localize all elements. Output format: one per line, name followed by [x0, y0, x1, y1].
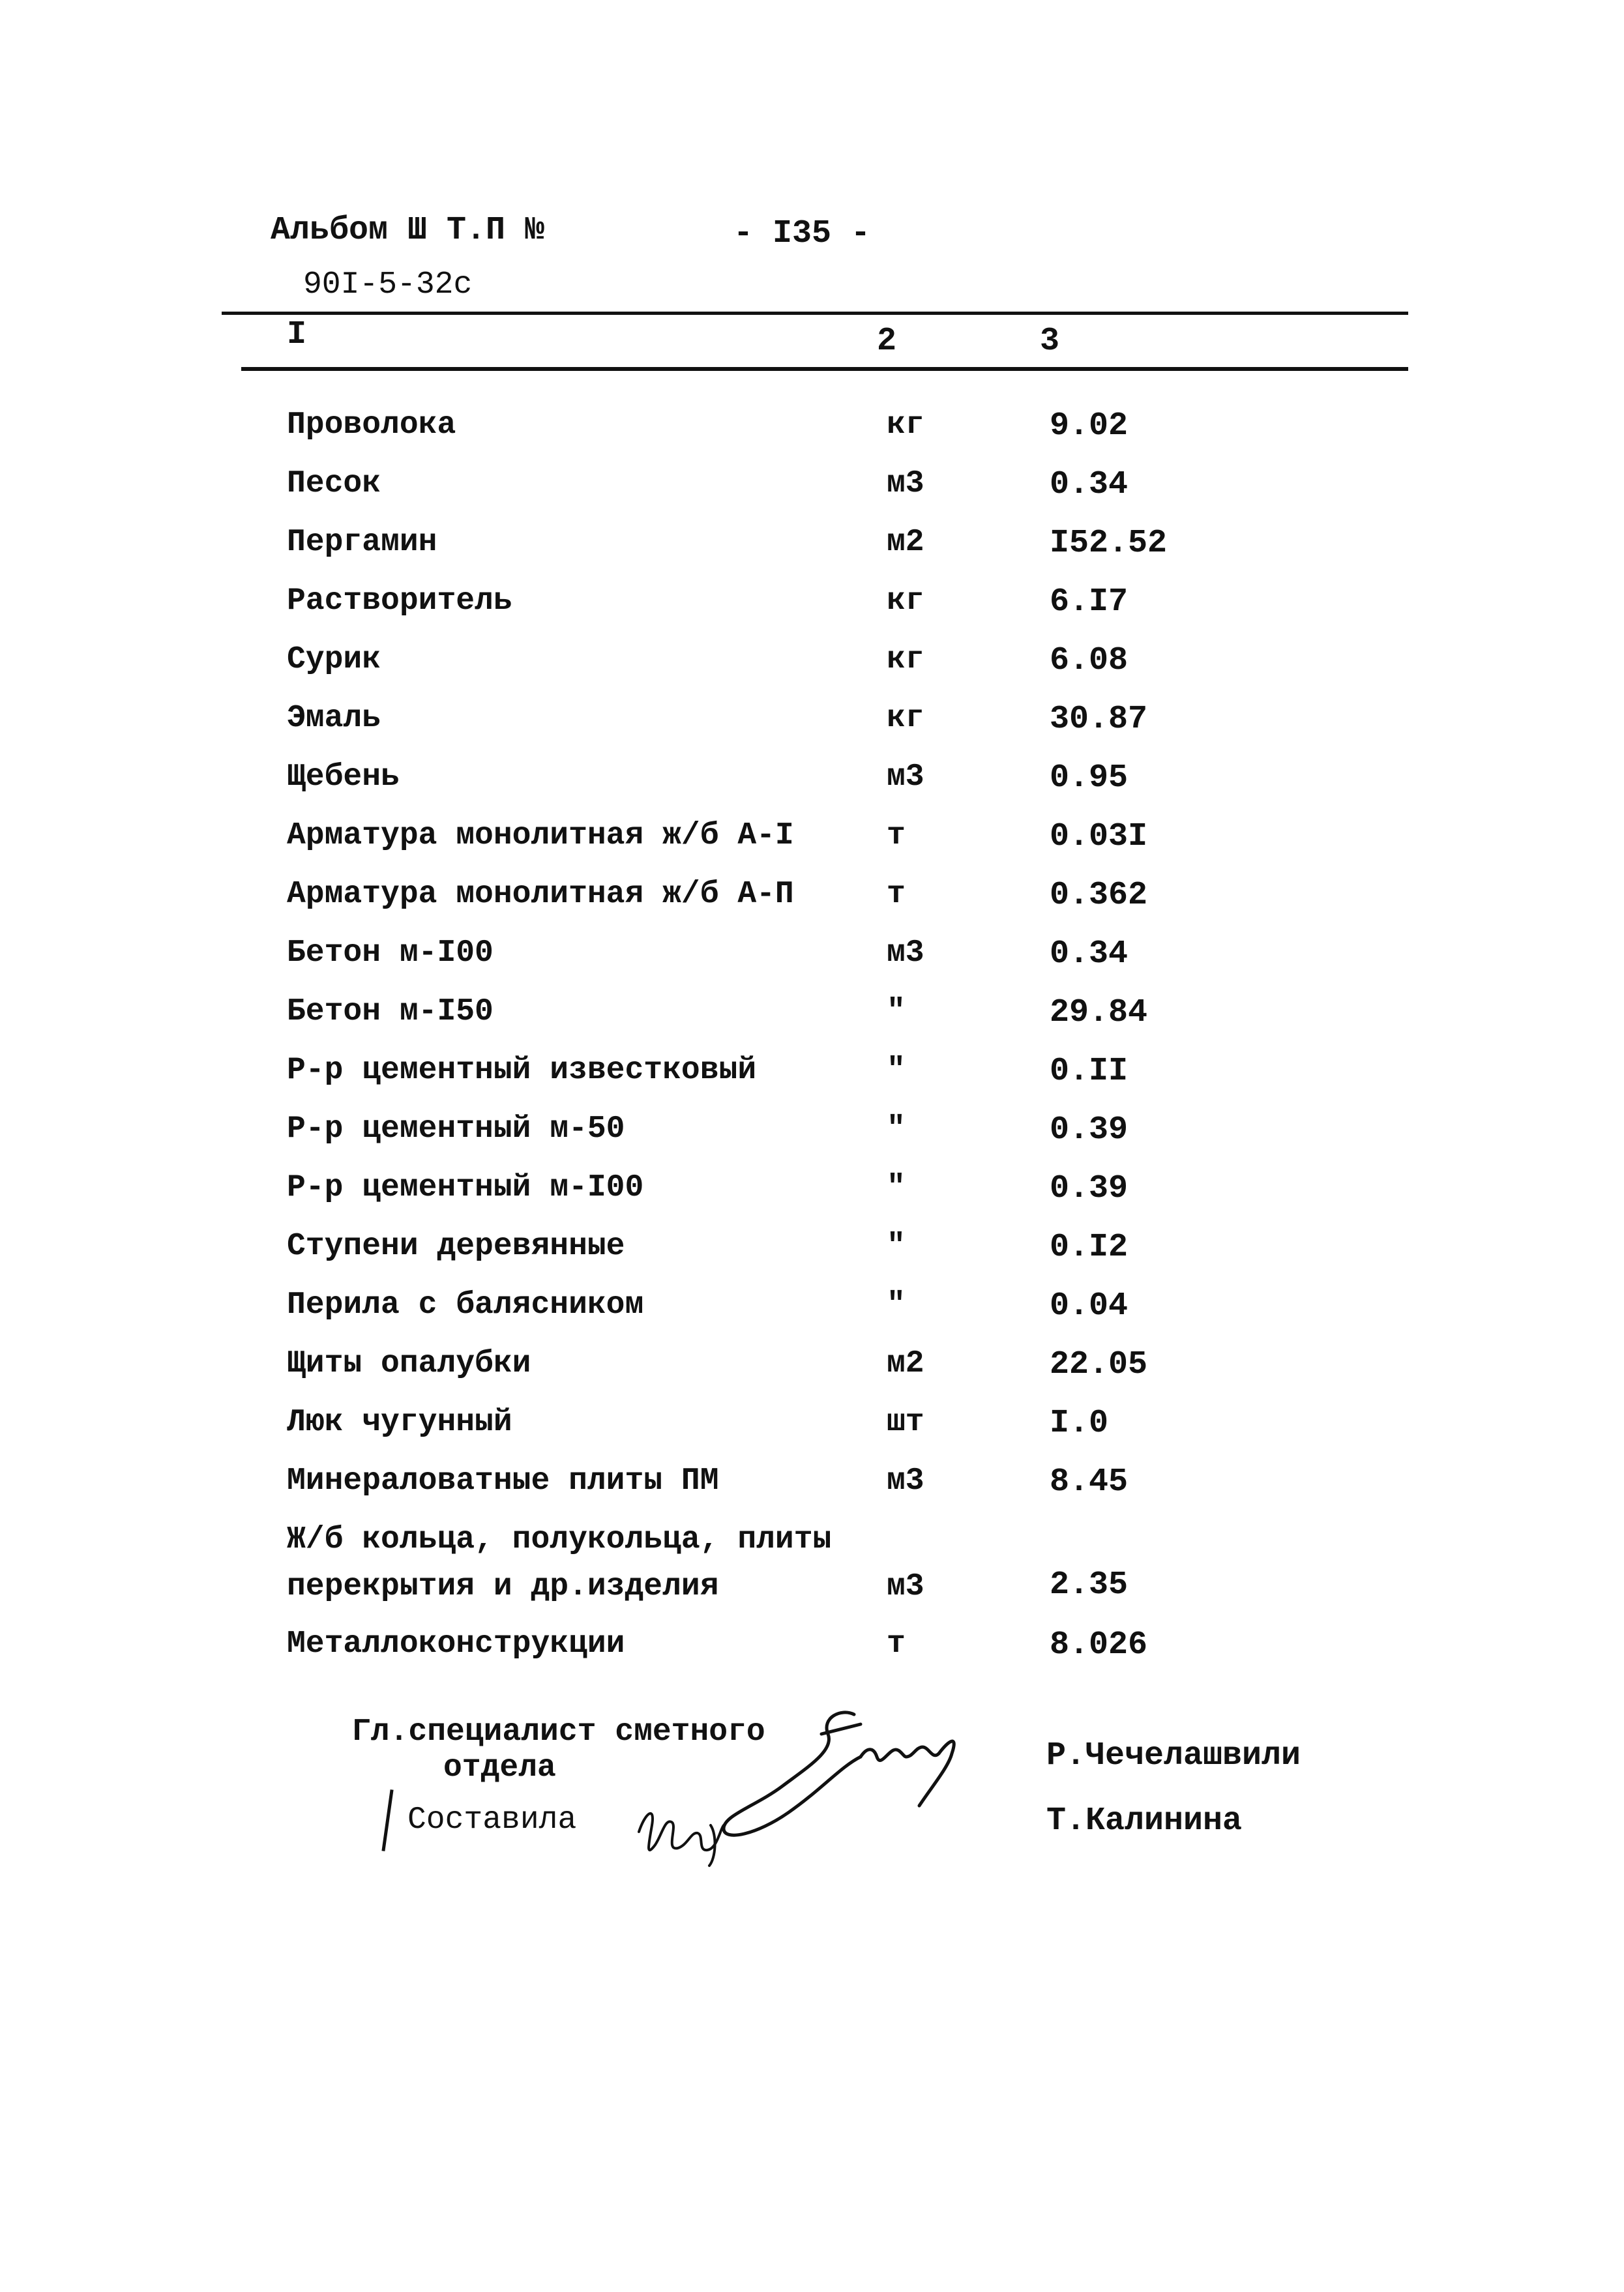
material-name: Перила с балясником — [287, 1287, 644, 1323]
table-row — [0, 466, 1624, 525]
material-name: Ступени деревянные — [287, 1229, 625, 1264]
material-qty: 0.03I — [1050, 818, 1148, 855]
material-name: Минераловатные плиты ПМ — [287, 1463, 719, 1499]
material-name: Р-р цементный известковый — [287, 1053, 757, 1088]
material-qty: 0.39 — [1050, 1170, 1129, 1207]
material-qty: 8.45 — [1050, 1463, 1129, 1501]
material-name: Сурик — [287, 642, 381, 677]
material-unit: шт — [887, 1405, 924, 1440]
material-qty: 0.34 — [1050, 466, 1129, 503]
material-unit: м2 — [887, 1346, 924, 1381]
material-qty: 9.02 — [1050, 407, 1129, 445]
material-unit: " — [887, 1170, 906, 1205]
column-header-1: I — [287, 316, 307, 353]
material-unit: т — [887, 818, 906, 853]
table-row — [0, 994, 1624, 1053]
material-qty: 2.35 — [1050, 1566, 1129, 1604]
material-name: Р-р цементный м-50 — [287, 1111, 625, 1147]
material-name: Люк чугунный — [287, 1405, 512, 1440]
material-unit: т — [887, 1626, 906, 1662]
material-qty: I.0 — [1050, 1405, 1109, 1442]
column-header-2: 2 — [877, 323, 897, 360]
material-unit: м3 — [887, 1463, 924, 1499]
table-row — [0, 701, 1624, 759]
material-qty: I52.52 — [1050, 525, 1168, 562]
table-row — [0, 1405, 1624, 1463]
table-row — [0, 1111, 1624, 1170]
material-unit: м3 — [887, 466, 924, 501]
material-qty: 0.95 — [1050, 759, 1129, 797]
material-name: Растворитель — [287, 583, 512, 619]
table-row-multiline — [0, 1522, 1624, 1626]
role-compiled-by: Составила — [407, 1802, 577, 1838]
material-unit: " — [887, 994, 906, 1029]
page-number: - I35 - — [733, 215, 871, 252]
table-row — [0, 1346, 1624, 1405]
material-qty: 0.II — [1050, 1053, 1129, 1090]
album-label: Альбом Ш Т.П № — [271, 212, 545, 249]
name-kalinina: Т.Калинина — [1046, 1802, 1243, 1840]
table-row — [0, 642, 1624, 701]
table-row — [0, 1053, 1624, 1111]
material-unit: кг — [887, 407, 924, 443]
material-name: Эмаль — [287, 701, 381, 736]
table-row — [0, 1626, 1624, 1685]
table-row — [0, 1463, 1624, 1522]
material-unit: " — [887, 1053, 906, 1088]
margin-mark — [381, 1789, 393, 1851]
material-unit: т — [887, 877, 906, 912]
material-qty: 0.362 — [1050, 877, 1148, 914]
material-qty: 0.34 — [1050, 935, 1129, 973]
material-name: Арматура монолитная ж/б А-П — [287, 877, 794, 912]
top-rule — [222, 312, 1408, 315]
material-qty: 0.39 — [1050, 1111, 1129, 1149]
material-unit: кг — [887, 583, 924, 619]
material-name: Пергамин — [287, 525, 437, 560]
material-unit: " — [887, 1287, 906, 1323]
material-name: Металлоконструкции — [287, 1626, 625, 1662]
table-row — [0, 935, 1624, 994]
material-unit: кг — [887, 701, 924, 736]
project-code: 90I-5-32с — [303, 267, 473, 302]
table-row — [0, 583, 1624, 642]
material-qty: 22.05 — [1050, 1346, 1148, 1383]
material-qty: 29.84 — [1050, 994, 1148, 1031]
material-name: Бетон м-I00 — [287, 935, 494, 971]
material-name: Р-р цементный м-I00 — [287, 1170, 644, 1205]
material-name: Щебень — [287, 759, 400, 795]
table-row — [0, 525, 1624, 583]
material-qty: 6.I7 — [1050, 583, 1129, 621]
material-qty: 0.04 — [1050, 1287, 1129, 1325]
material-name: Бетон м-I50 — [287, 994, 494, 1029]
material-name-line2: перекрытия и др.изделия — [287, 1569, 719, 1604]
material-qty: 8.026 — [1050, 1626, 1148, 1664]
table-row — [0, 1287, 1624, 1346]
material-unit: " — [887, 1111, 906, 1147]
material-unit: м3 — [887, 1569, 924, 1604]
material-name: Песок — [287, 466, 381, 501]
table-row — [0, 407, 1624, 466]
table-row — [0, 818, 1624, 877]
name-chechelashvili: Р.Чечелашвили — [1046, 1737, 1301, 1774]
material-qty: 0.I2 — [1050, 1229, 1129, 1266]
material-unit: " — [887, 1229, 906, 1264]
role-chief-specialist-line1: Гл.специалист сметного — [352, 1714, 765, 1750]
role-chief-specialist-line2: отдела — [443, 1750, 556, 1785]
material-unit: кг — [887, 642, 924, 677]
material-unit: м2 — [887, 525, 924, 560]
table-row — [0, 877, 1624, 935]
table-row — [0, 1229, 1624, 1287]
material-qty: 6.08 — [1050, 642, 1129, 679]
material-qty: 30.87 — [1050, 701, 1148, 738]
header-rule — [241, 367, 1408, 371]
material-name-line1: Ж/б кольца, полукольца, плиты — [287, 1522, 832, 1557]
column-header-3: 3 — [1040, 323, 1060, 360]
material-unit: м3 — [887, 759, 924, 795]
table-row — [0, 1170, 1624, 1229]
material-unit: м3 — [887, 935, 924, 971]
material-name: Щиты опалубки — [287, 1346, 531, 1381]
material-name: Арматура монолитная ж/б А-I — [287, 818, 794, 853]
table-row — [0, 759, 1624, 818]
handwritten-signatures — [626, 1695, 991, 1871]
material-name: Проволока — [287, 407, 456, 443]
